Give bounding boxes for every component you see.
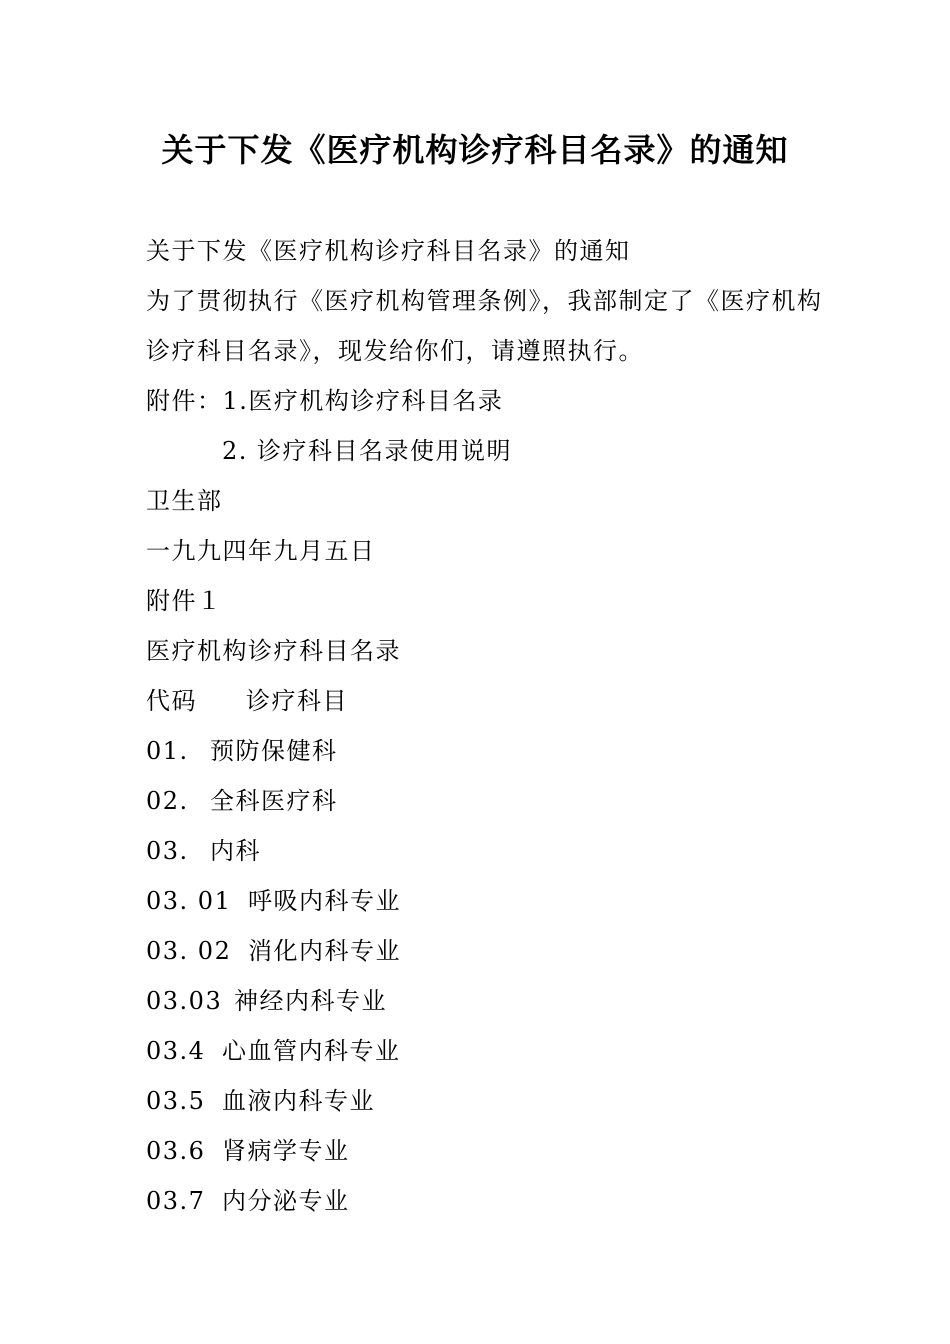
list-item: [146, 826, 826, 876]
entry-name: 心血管内科专业: [222, 1037, 401, 1065]
entry-code: 01.: [146, 737, 189, 765]
issuer: 卫生部: [146, 487, 223, 515]
entry-code: 03.6: [146, 1137, 206, 1165]
entry-name: 血液内科专业: [222, 1087, 375, 1115]
header-subject: 诊疗科目: [246, 687, 348, 715]
entry-code: 03.: [146, 837, 189, 865]
issue-date: 一九九四年九月五日: [146, 537, 376, 565]
list-item: [146, 726, 826, 776]
document-body: [146, 226, 826, 1226]
entry-code: 03.03: [146, 987, 223, 1015]
entry-code: 03.5: [146, 1087, 206, 1115]
appendix-title: 医疗机构诊疗科目名录: [146, 637, 401, 665]
attachment-item-1: 附件：1.医疗机构诊疗科目名录: [146, 387, 504, 415]
intro-line-2: 诊疗科目名录》，现发给你们，请遵照执行。: [146, 337, 644, 365]
intro-line-1: 为了贯彻执行《医疗机构管理条例》，我部制定了《医疗机构: [146, 287, 823, 315]
entry-name: 内科: [210, 837, 261, 865]
table-header: [146, 676, 826, 726]
entry-code: 02.: [146, 787, 189, 815]
list-item: [146, 1176, 826, 1226]
attachment-item-2: 2. 诊疗科目名录使用说明: [222, 437, 513, 465]
entry-code: 03.7: [146, 1187, 206, 1215]
entry-name: 全科医疗科: [210, 787, 338, 815]
entry-name: 消化内科专业: [248, 937, 401, 965]
notice-heading: 关于下发《医疗机构诊疗科目名录》的通知: [146, 237, 631, 265]
list-item: [146, 1026, 826, 1076]
list-item: [146, 776, 826, 826]
entry-name: 神经内科专业: [234, 987, 387, 1015]
list-item: [146, 926, 826, 976]
entry-name: 肾病学专业: [222, 1137, 350, 1165]
list-item: [146, 976, 826, 1026]
appendix-label: 附件１: [146, 587, 223, 615]
entry-name: 内分泌专业: [222, 1187, 350, 1215]
document-title: 关于下发《医疗机构诊疗科目名录》的通知: [161, 131, 789, 169]
entry-code: 03. 02: [146, 937, 232, 965]
list-item: [146, 1126, 826, 1176]
header-code: 代码: [146, 687, 197, 715]
entry-code: 03. 01: [146, 887, 232, 915]
list-item: [146, 876, 826, 926]
entry-name: 呼吸内科专业: [248, 887, 401, 915]
list-item: [146, 1076, 826, 1126]
entry-code: 03.4: [146, 1037, 206, 1065]
entry-name: 预防保健科: [210, 737, 338, 765]
